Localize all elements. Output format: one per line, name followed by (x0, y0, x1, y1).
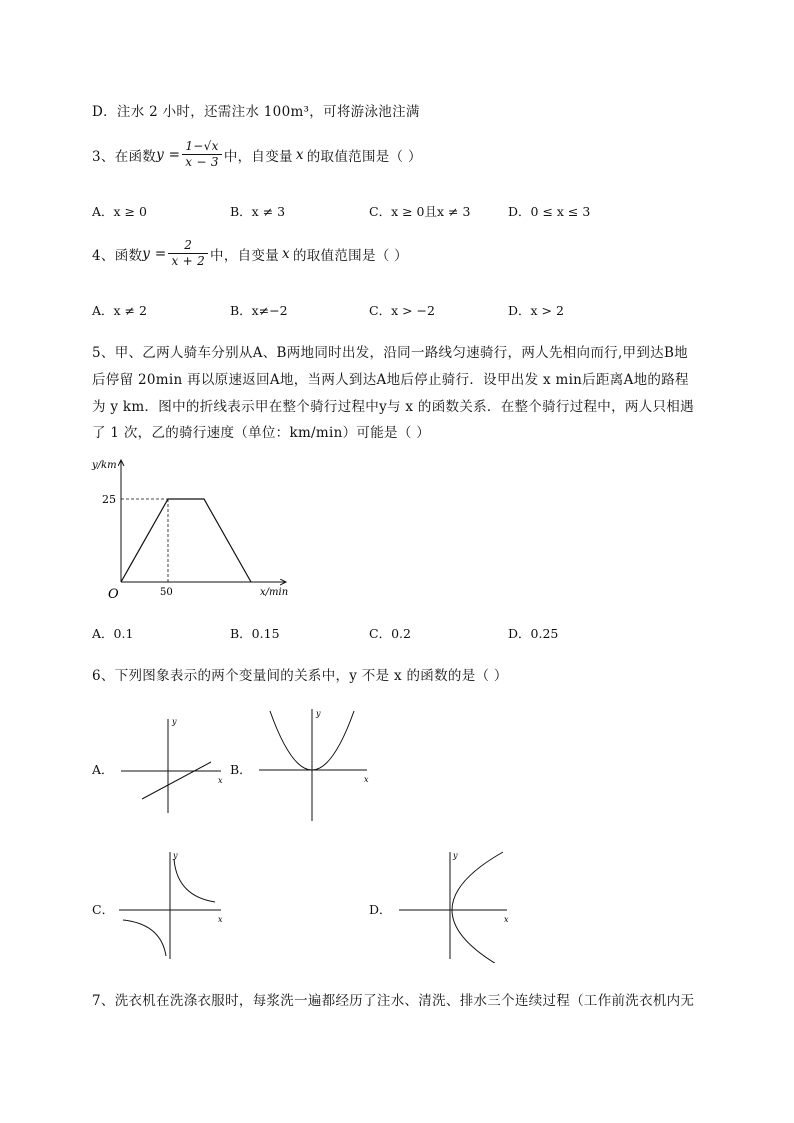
q6-label-b: B． (230, 762, 252, 777)
q4-prefix: 4、函数 (92, 247, 143, 264)
q6d-ylabel: y (453, 851, 458, 860)
q4-suffix2: 的取值范围是（ ） (292, 247, 408, 264)
q4-denominator: x + 2 (171, 254, 206, 269)
q6-label-d: D． (369, 902, 392, 917)
q4-option-a: A．x ≠ 2 (92, 303, 147, 318)
q5-polyline (121, 499, 251, 582)
q2-option-d: D．注水 2 小时，还需注水 100m³，可将游泳池注满 (92, 104, 420, 120)
q6c-xlabel: x (218, 915, 223, 924)
q6-graph-c (115, 848, 230, 963)
q5-ytick-25: 25 (102, 493, 116, 506)
q6-graph-d (395, 848, 515, 963)
q3-option-b: B．x ≠ 3 (230, 204, 286, 219)
question-3 (92, 140, 422, 169)
q6-graph-a (115, 713, 230, 818)
q4-numerator: 2 (168, 239, 208, 254)
q5-line-1: 5、甲、乙两人骑车分别从A、B两地同时出发，沿同一路线匀速骑行，两人先相向而行,甲到达B地 (92, 345, 688, 361)
question-6: 6、下列图象表示的两个变量间的关系中，y 不是 x 的函数的是（ ） (92, 668, 508, 684)
q4-lhs: y = (142, 245, 167, 262)
q6d-curve (452, 852, 503, 963)
q4-option-c: C．x > −2 (369, 303, 435, 318)
q6b-ylabel: y (316, 709, 321, 718)
q6c-curve-lower (123, 920, 166, 956)
q5-option-c: C．0.2 (369, 626, 411, 641)
q3-option-d: D．0 ≤ x ≤ 3 (508, 204, 591, 219)
q5-option-b: B．0.15 (230, 626, 280, 641)
q5-line-3: 为 y km．图中的折线表示甲在整个骑行过程中y与 x 的函数关系．在整个骑行过程中，两人只相遇 (92, 399, 694, 415)
question-4 (92, 239, 408, 268)
q3-prefix: 3、在函数 (92, 148, 157, 165)
q4-option-b: B．x≠−2 (230, 303, 288, 318)
q4-suffix: 中，自变量 (210, 247, 280, 264)
q5-line-2: 后停留 20min 再以原速返回A地，当两人到达A地后停止骑行．设甲出发 x min后距离A地的路程 (92, 372, 689, 388)
q3-fraction (182, 140, 222, 169)
q3-lhs: y = (156, 146, 181, 163)
q3-suffix2: 的取值范围是（ ） (306, 148, 422, 165)
q3-var: x (295, 146, 304, 163)
question-7: 7、洗衣机在洗涤衣服时，每浆洗一遍都经历了注水、清洗、排水三个连续过程（工作前洗衣机内无 (92, 993, 695, 1009)
q5-ylabel: y/km (92, 460, 117, 471)
q3-suffix: 中，自变量 (223, 148, 293, 165)
q5-origin: O (108, 587, 119, 602)
q6a-ylabel: y (172, 717, 177, 726)
q6a-curve (142, 762, 211, 799)
q3-numerator: 1−√x (182, 140, 222, 155)
q4-fraction (168, 239, 208, 268)
q5-xlabel: x/min (260, 587, 289, 598)
q5-graph (88, 450, 298, 610)
q3-option-c: C．x ≥ 0且x ≠ 3 (369, 204, 471, 219)
q3-option-a: A．x ≥ 0 (92, 204, 147, 219)
q3-denominator: x − 3 (185, 155, 219, 170)
q6-label-c: C． (92, 902, 115, 917)
q6c-ylabel: y (173, 851, 178, 860)
q5-line-4: 了 1 次，乙的骑行速度（单位：km/min）可能是（ ） (92, 425, 431, 441)
q5-xtick-50: 50 (160, 587, 173, 598)
q5-option-a: A．0.1 (92, 626, 134, 641)
q6b-xlabel: x (364, 775, 369, 784)
q6a-xlabel: x (218, 776, 223, 785)
q6-graph-b (255, 705, 375, 825)
q4-option-d: D．x > 2 (508, 303, 564, 318)
q6-label-a: A． (92, 762, 114, 777)
q6d-xlabel: x (504, 915, 509, 924)
q5-option-d: D．0.25 (508, 626, 559, 641)
q4-var: x (282, 245, 290, 262)
q6c-curve-upper (174, 859, 215, 902)
